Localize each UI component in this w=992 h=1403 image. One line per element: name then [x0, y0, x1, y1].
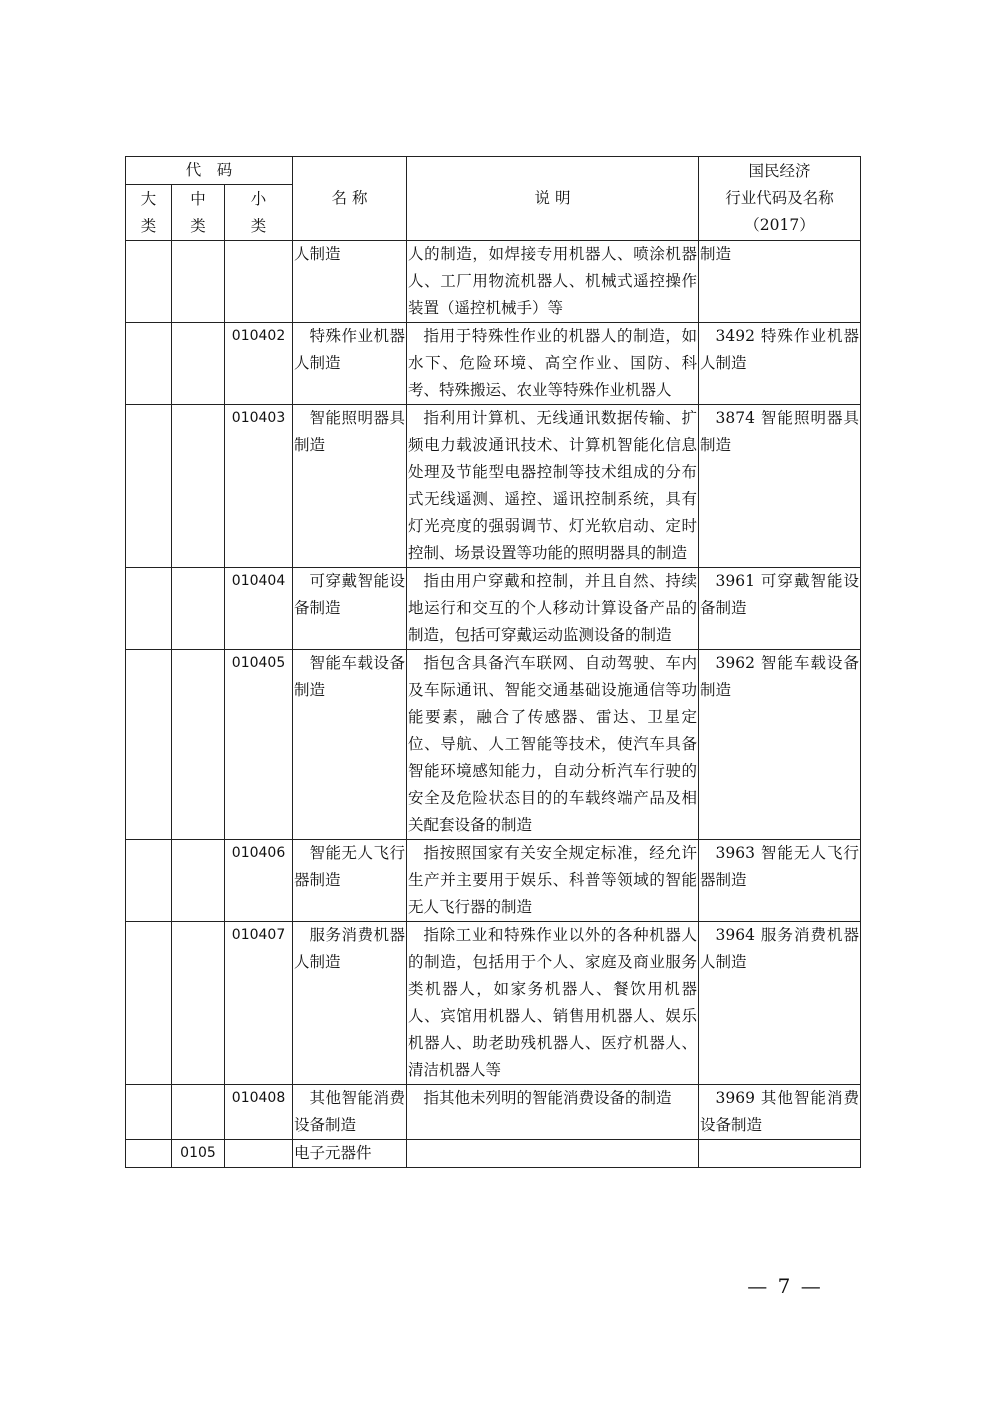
- header-industry-line2: 行业代码及名称: [725, 189, 834, 207]
- table-row: [126, 323, 861, 405]
- cell-industry: 3962 智能车载设备制造: [699, 650, 861, 840]
- header-zhong: [172, 185, 225, 241]
- cell-name: 智能照明器具制造: [293, 405, 407, 568]
- header-desc: 说 明: [407, 157, 699, 241]
- cell-da: [126, 1085, 172, 1140]
- cell-zhong: [172, 323, 225, 405]
- table-row: [126, 922, 861, 1085]
- header-industry-line1: 国民经济: [748, 162, 811, 180]
- cell-name: 特殊作业机器人制造: [293, 323, 407, 405]
- cell-xiao: 010405: [225, 650, 293, 840]
- table-row: [126, 241, 861, 323]
- table-row: [126, 1140, 861, 1168]
- cell-da: [126, 241, 172, 323]
- header-xiao-char1: 小: [250, 189, 267, 208]
- header-da: [126, 185, 172, 241]
- cell-xiao: 010408: [225, 1085, 293, 1140]
- header-xiao-char2: 类: [250, 216, 267, 235]
- page-number: — 7 —: [747, 1274, 823, 1298]
- table-row: [126, 568, 861, 650]
- header-code: 代 码: [126, 157, 293, 185]
- cell-industry: 3492 特殊作业机器人制造: [699, 323, 861, 405]
- cell-zhong: [172, 405, 225, 568]
- header-da-char1: 大: [140, 189, 157, 208]
- cell-desc: 指包含具备汽车联网、自动驾驶、车内及车际通讯、智能交通基础设施通信等功能要素，融合了传感器、雷达、卫星定位、导航、人工智能等技术，使汽车具备智能环境感知能力，自动分析汽车行驶的安全及危险状态目的的车载终端产品及相关配套设备的制造: [407, 650, 699, 840]
- header-xiao: [225, 185, 293, 241]
- cell-zhong: [172, 1085, 225, 1140]
- cell-da: [126, 323, 172, 405]
- cell-da: [126, 650, 172, 840]
- cell-xiao: 010404: [225, 568, 293, 650]
- cell-industry: 制造: [699, 241, 861, 323]
- cell-xiao: 010407: [225, 922, 293, 1085]
- cell-desc: 指其他未列明的智能消费设备的制造: [407, 1085, 699, 1140]
- cell-desc: 指按照国家有关安全规定标准，经允许生产并主要用于娱乐、科普等领域的智能无人飞行器的制造: [407, 840, 699, 922]
- cell-zhong: [172, 922, 225, 1085]
- header-zhong-char2: 类: [190, 216, 206, 235]
- classification-table: [125, 156, 861, 1168]
- header-zhong-char1: 中: [190, 189, 206, 208]
- cell-industry: 3874 智能照明器具制造: [699, 405, 861, 568]
- cell-name: 智能车载设备制造: [293, 650, 407, 840]
- cell-industry: 3969 其他智能消费设备制造: [699, 1085, 861, 1140]
- cell-xiao: [225, 1140, 293, 1168]
- header-industry-line3: （2017）: [744, 216, 815, 234]
- cell-xiao: 010406: [225, 840, 293, 922]
- cell-industry: [699, 1140, 861, 1168]
- cell-industry: 3964 服务消费机器人制造: [699, 922, 861, 1085]
- header-industry: [699, 157, 861, 241]
- table-row: [126, 650, 861, 840]
- cell-desc: 指除工业和特殊作业以外的各种机器人的制造，包括用于个人、家庭及商业服务类机器人，如家务机器人、餐饮用机器人、宾馆用机器人、销售用机器人、娱乐机器人、助老助残机器人、医疗机器人、清洁机器人等: [407, 922, 699, 1085]
- table-row: [126, 405, 861, 568]
- cell-desc: [407, 1140, 699, 1168]
- cell-name: 服务消费机器人制造: [293, 922, 407, 1085]
- cell-desc: 指利用计算机、无线通讯数据传输、扩频电力载波通讯技术、计算机智能化信息处理及节能型电器控制等技术组成的分布式无线遥测、遥控、遥讯控制系统，具有灯光亮度的强弱调节、灯光软启动、定时控制、场景设置等功能的照明器具的制造: [407, 405, 699, 568]
- cell-industry: 3961 可穿戴智能设备制造: [699, 568, 861, 650]
- table-header: [126, 157, 861, 241]
- cell-industry: 3963 智能无人飞行器制造: [699, 840, 861, 922]
- cell-zhong: [172, 568, 225, 650]
- cell-name: 人制造: [293, 241, 407, 323]
- cell-desc: 指用于特殊性作业的机器人的制造，如水下、危险环境、高空作业、国防、科考、特殊搬运、农业等特殊作业机器人: [407, 323, 699, 405]
- cell-da: [126, 922, 172, 1085]
- cell-name: 可穿戴智能设备制造: [293, 568, 407, 650]
- header-da-char2: 类: [140, 216, 157, 235]
- cell-da: [126, 405, 172, 568]
- cell-xiao: 010403: [225, 405, 293, 568]
- cell-name: 其他智能消费设备制造: [293, 1085, 407, 1140]
- table-body: [126, 241, 861, 1168]
- table-row: [126, 840, 861, 922]
- table-row: [126, 1085, 861, 1140]
- cell-zhong: [172, 650, 225, 840]
- cell-name: 智能无人飞行器制造: [293, 840, 407, 922]
- cell-desc: 人的制造，如焊接专用机器人、喷涂机器人、工厂用物流机器人、机械式遥控操作装置（遥控机械手）等: [407, 241, 699, 323]
- cell-zhong: [172, 241, 225, 323]
- cell-xiao: 010402: [225, 323, 293, 405]
- cell-xiao: [225, 241, 293, 323]
- cell-zhong: 0105: [172, 1140, 225, 1168]
- cell-name: 电子元器件: [293, 1140, 407, 1168]
- cell-da: [126, 568, 172, 650]
- cell-desc: 指由用户穿戴和控制，并且自然、持续地运行和交互的个人移动计算设备产品的制造，包括可穿戴运动监测设备的制造: [407, 568, 699, 650]
- cell-da: [126, 840, 172, 922]
- header-name: 名 称: [293, 157, 407, 241]
- cell-zhong: [172, 840, 225, 922]
- cell-da: [126, 1140, 172, 1168]
